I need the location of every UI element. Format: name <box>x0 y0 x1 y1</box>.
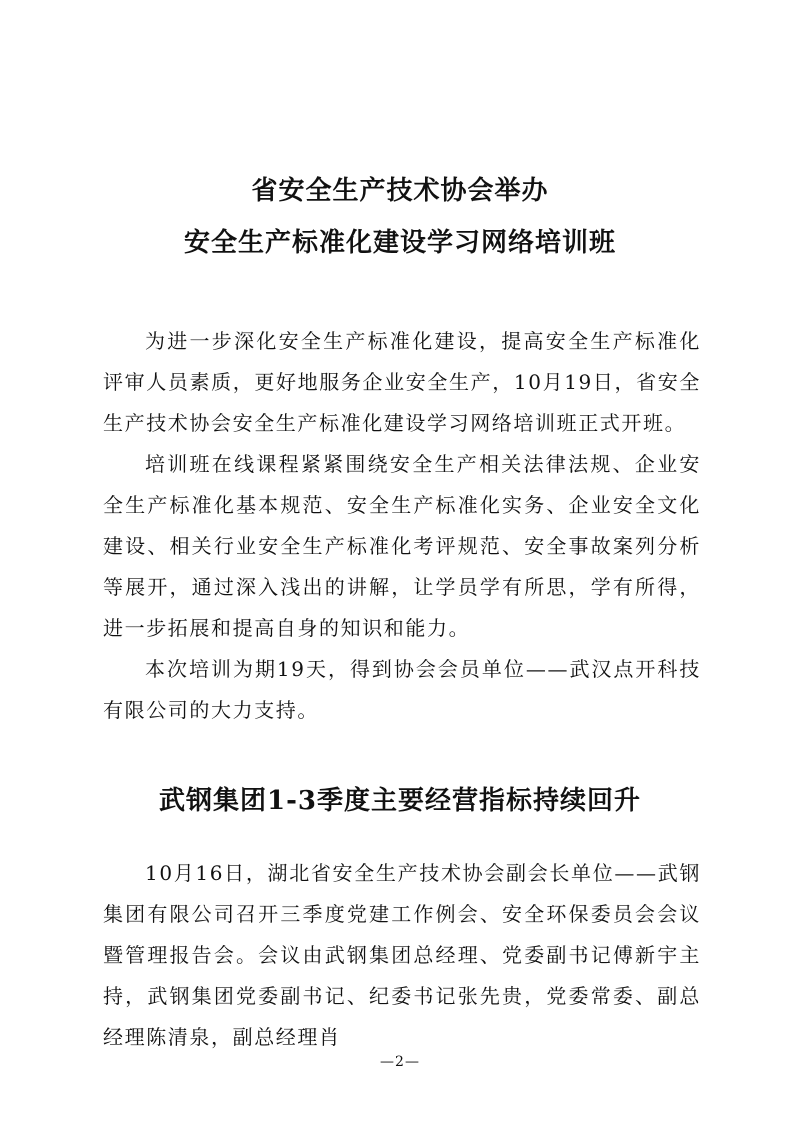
article1-paragraph-3: 本次培训为期19天，得到协会会员单位——武汉点开科技有限公司的大力支持。 <box>103 657 701 722</box>
article2-title: 武钢集团1-3季度主要经营指标持续回升 <box>159 786 641 816</box>
article1-paragraph-2: 培训班在线课程紧紧围绕安全生产相关法律法规、企业安全生产标准化基本规范、安全生产标准化实务、企业安全文化建设、相关行业安全生产标准化考评规范、安全事故案列分析等展开，通过深入浅出的讲解，让学员学有所思，学有所得，进一步拓展和提高自身的知识和能力。 <box>103 452 701 640</box>
article1-title-line1: 省安全生产技术协会举办 <box>251 176 549 206</box>
page-number: —2— <box>380 1054 420 1070</box>
article1-title-line2: 安全生产标准化建设学习网络培训班 <box>183 228 616 258</box>
article1-paragraph-1: 为进一步深化安全生产标准化建设，提高安全生产标准化评审人员素质，更好地服务企业安全生产，10月19日，省安全生产技术协会安全生产标准化建设学习网络培训班正式开班。 <box>103 329 701 435</box>
article2-paragraph-1: 10月16日，湖北省安全生产技术协会副会长单位——武钢集团有限公司召开三季度党建工作例会、安全环保委员会会议暨管理报告会。会议由武钢集团总经理、党委副书记傅新宇主持，武钢集团党委副书记、纪委书记张先贵，党委常委、副总经理陈清泉，副总经理肖 <box>103 861 701 1049</box>
